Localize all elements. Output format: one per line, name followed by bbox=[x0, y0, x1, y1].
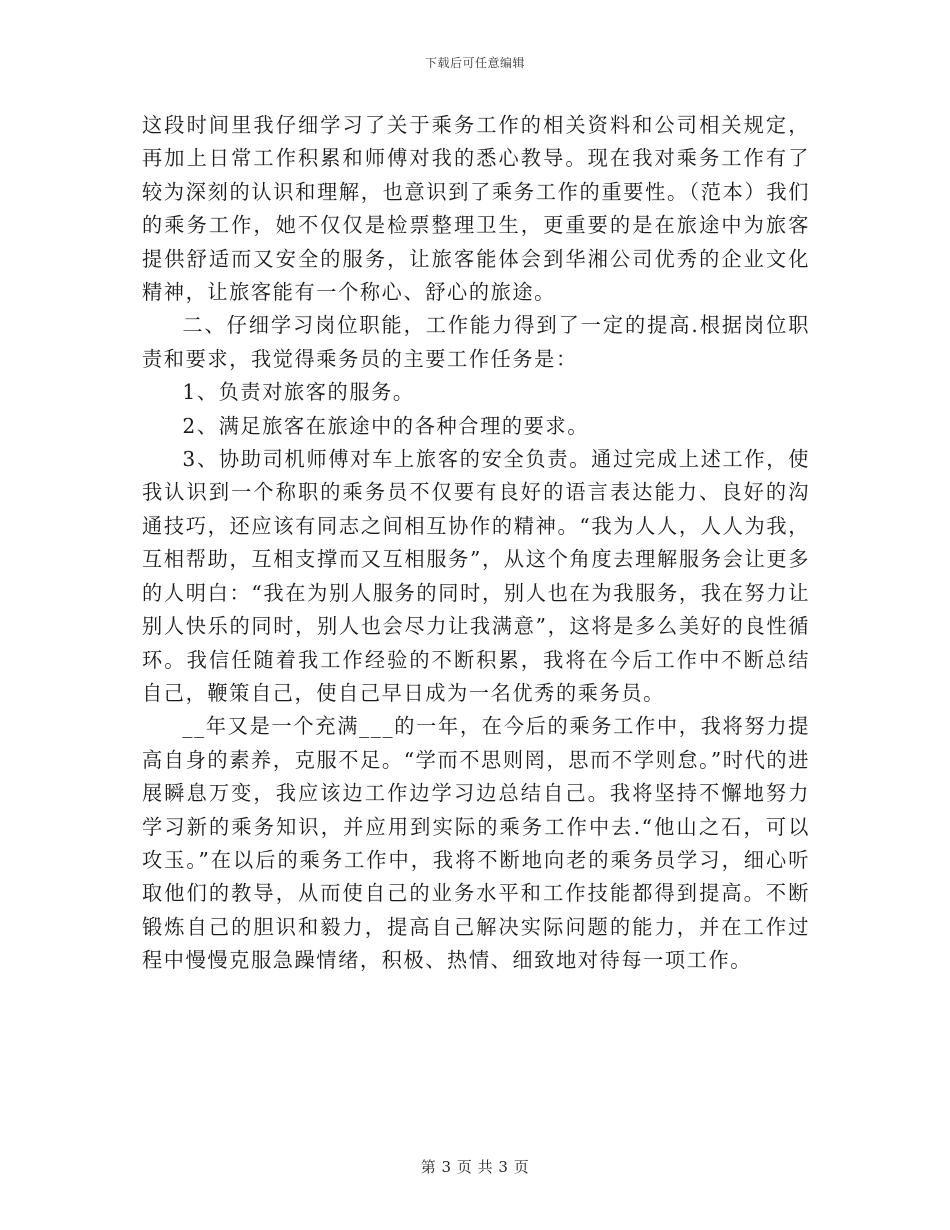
list-item-duty-2: 2、满足旅客在旅途中的各种合理的要求。 bbox=[182, 413, 590, 438]
page-header: 下载后可任意编辑 bbox=[424, 56, 525, 70]
document-body bbox=[142, 109, 810, 978]
list-item-duty-3: 3、协助司机师傅对车上旅客的安全负责。通过完成上述工作，使我认识到一个称职的乘务员不仅要有良好的语言表达能力、良好的沟通技巧，还应该有同志之间相互协作的精神。“我为人人，人人为我，互相帮助，互相支撑而又互相服务”，从这个角度去理解服务会让更多的人明白：“我在为别人服务的同时，别人也在为我服务，我在努力让别人快乐的同时，别人也会尽力让我满意”，这将是多么美好的良性循环。我信任随着我工作经验的不断积累，我将在今后工作中不断总结自己，鞭策自己，使自己早日成为一名优秀的乘务员。 bbox=[142, 447, 810, 705]
list-item-duty-1: 1、负责对旅客的服务。 bbox=[182, 380, 415, 405]
paragraph-intro: 这段时间里我仔细学习了关于乘务工作的相关资料和公司相关规定，再加上日常工作积累和师傅对我的悉心教导。现在我对乘务工作有了较为深刻的认识和理解，也意识到了乘务工作的重要性。（范本）我们的乘务工作，她不仅仅是检票整理卫生，更重要的是在旅途中为旅客提供舒适而又安全的服务，让旅客能体会到华湘公司优秀的企业文化精神，让旅客能有一个称心、舒心的旅途。 bbox=[142, 113, 810, 305]
paragraph-section-two: 二、仔细学习岗位职能，工作能力得到了一定的提高.根据岗位职责和要求，我觉得乘务员的主要工作任务是： bbox=[142, 313, 810, 371]
page-number: 第 3 页 共 3 页 bbox=[420, 1158, 530, 1176]
paragraph-outlook: __年又是一个充满___的一年，在今后的乘务工作中，我将努力提高自身的素养，克服不足。“学而不思则罔，思而不学则怠。”时代的进展瞬息万变，我应该边工作边学习边总结自己。我将坚持不懈地努力学习新的乘务知识，并应用到实际的乘务工作中去.“他山之石，可以攻玉。”在以后的乘务工作中，我将不断地向老的乘务员学习，细心听取他们的教导，从而使自己的业务水平和工作技能都得到提高。不断锻炼自己的胆识和毅力，提高自己解决实际问题的能力，并在工作过程中慢慢克服急躁情绪，积极、热情、细致地对待每一项工作。 bbox=[142, 714, 810, 973]
